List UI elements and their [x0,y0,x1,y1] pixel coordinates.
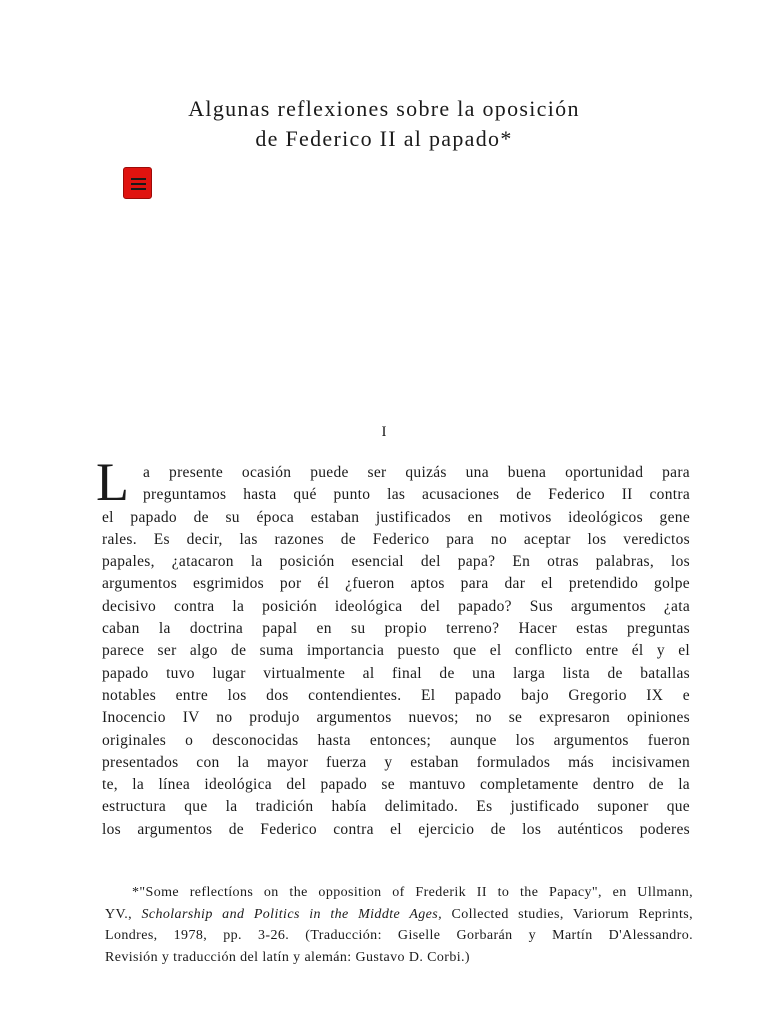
footnote-line: Revisión y traducción del latín y alemán: Gustavo D. Corbi.) [105,950,470,966]
paragraph-line: estructura que la tradición había delimitado. Es justificado suponer que [102,798,690,816]
footnote-book-title: Scholarship and Politics in the Middte Ages, [141,906,443,922]
paragraph-line: el papado de su época estaban justificados en motivos ideológicos gene [102,508,690,526]
title-line-2: de Federico II al papado* [255,126,513,151]
footnote-author: YV., [105,906,142,922]
title-line-1: Algunas reflexiones sobre la oposición [188,96,580,121]
footnote [105,882,693,969]
paragraph-line: caban la doctrina papal en su propio terreno? Hacer estas preguntas [102,620,690,638]
paragraph-line: originales o desconocidas hasta entonces; aunque los argumentos fueron [102,731,690,749]
paragraph-line: presentados con la mayor fuerza y estaban formulados más incisivamen [102,753,690,771]
paragraph-line: argumentos esgrimidos por él ¿fueron aptos para dar el pretendido golpe [102,575,690,593]
paragraph-line: parece ser algo de suma importancia puesto que el conflicto entre él y el [102,642,690,660]
paragraph-line: notables entre los dos contendientes. El papado bajo Gregorio IX e [102,686,690,704]
body-paragraph [102,462,690,841]
paragraph-line: preguntamos hasta qué punto las acusaciones de Federico II contra [143,486,690,504]
paragraph-line: decisivo contra la posición ideológica del papado? Sus argumentos ¿ata [102,597,690,615]
menu-icon[interactable] [123,167,152,199]
section-number: I [381,424,387,440]
footnote-publisher: Collected studies, Variorum Reprints, [442,906,693,922]
paragraph-line: papales, ¿atacaron la posición esencial del papa? En otras palabras, los [102,553,690,571]
menu-icon-bar [131,188,146,190]
paragraph-line: los argumentos de Federico contra el ejercicio de los auténticos poderes [102,820,690,838]
menu-icon-bar [131,183,146,185]
article-title [100,94,668,154]
paragraph-line: papado tuvo lugar virtualmente al final de una larga lista de batallas [102,664,690,682]
paragraph-line: a presente ocasión puede ser quizás una buena oportunidad para [143,464,690,481]
paragraph-line: rales. Es decir, las razones de Federico para no aceptar los veredictos [102,530,690,548]
footnote-line: *"Some reflectíons on the opposition of Frederik II to the Papacy", en Ullmann, [132,885,693,900]
paragraph-line: te, la línea ideológica del papado se mantuvo completamente dentro de la [102,776,690,794]
drop-cap: L [96,452,129,512]
footnote-line: Londres, 1978, pp. 3-26. (Traducción: Giselle Gorbarán y Martín D'Alessandro. [105,928,693,944]
paragraph-line: Inocencio IV no produjo argumentos nuevos; no se expresaron opiniones [102,709,690,727]
menu-icon-bar [131,178,146,180]
footnote-line [105,904,693,926]
